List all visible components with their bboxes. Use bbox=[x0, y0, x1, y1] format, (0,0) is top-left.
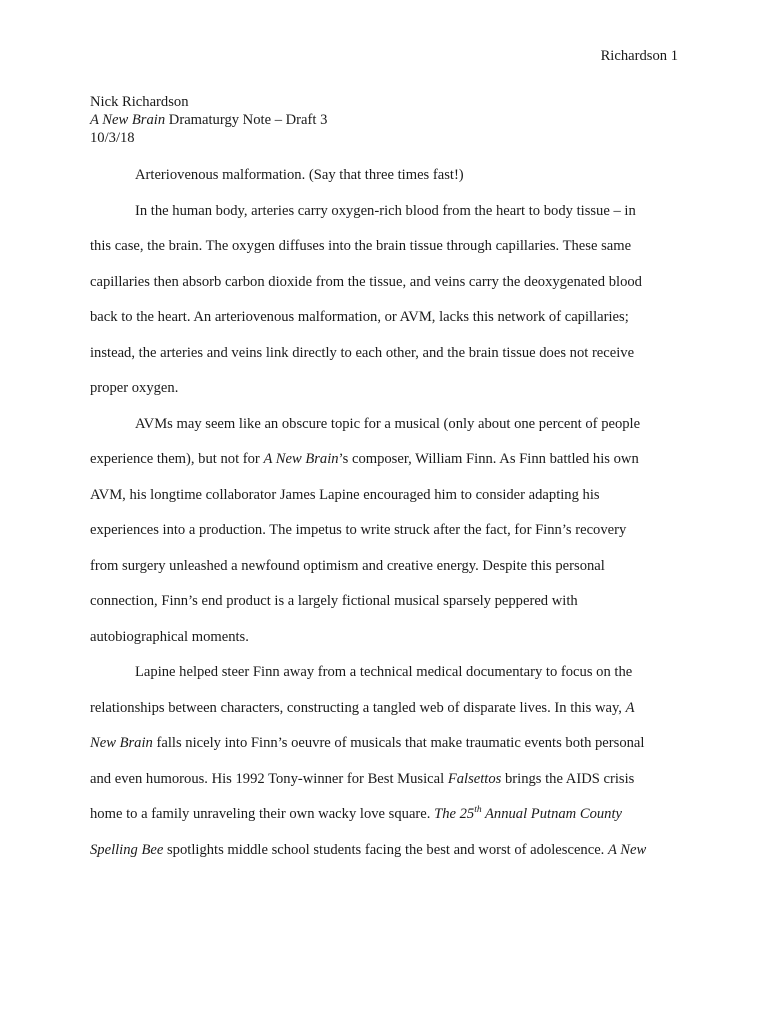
text-run: spotlights middle school students facing the best and worst of adolescence. bbox=[163, 841, 608, 858]
text-run: brings the AIDS crisis bbox=[501, 770, 635, 787]
document-title bbox=[90, 111, 327, 129]
paragraph-4-line bbox=[90, 768, 682, 804]
text-run: falls nicely into Finn’s oeuvre of musicals that make traumatic events both personal bbox=[152, 735, 645, 751]
italic-title: Annual Putnam County bbox=[481, 806, 623, 822]
paragraph-3-line: AVMs may seem like an obscure topic for a musical (only about one percent of people bbox=[135, 415, 641, 432]
italic-title: Falsettos bbox=[447, 770, 502, 787]
document-date: 10/3/18 bbox=[90, 130, 135, 146]
paragraph-4-line bbox=[90, 697, 682, 733]
paragraph-4-line bbox=[90, 839, 682, 875]
paragraph-2-line: instead, the arteries and veins link directly to each other, and the brain tissue does not receive bbox=[90, 344, 635, 361]
italic-title: The 25 bbox=[434, 806, 475, 822]
ordinal-superscript: th bbox=[474, 805, 482, 815]
text-run: relationships between characters, constructing a tangled web of disparate lives. In this way, bbox=[90, 699, 626, 716]
paragraph-4-line: Lapine helped steer Finn away from a technical medical documentary to focus on the bbox=[135, 664, 633, 680]
play-title: A New Brain bbox=[90, 112, 166, 128]
text-run: home to a family unraveling their own wacky love square. bbox=[90, 806, 435, 822]
paragraph-2-line: capillaries then absorb carbon dioxide from the tissue, and veins carry the deoxygenated blood bbox=[90, 273, 642, 290]
text-run: experience them), but not for bbox=[90, 451, 264, 467]
italic-title: A New Brain bbox=[263, 451, 339, 467]
paragraph-1-line: Arteriovenous malformation. (Say that three times fast!) bbox=[135, 167, 464, 183]
italic-title: New Brain bbox=[90, 735, 153, 751]
paragraph-2-line: this case, the brain. The oxygen diffuses into the brain tissue through capillaries. These same bbox=[90, 238, 632, 254]
text-run: and even humorous. His 1992 Tony-winner for Best Musical bbox=[90, 770, 448, 787]
paragraph-4-line bbox=[90, 803, 682, 839]
paragraph-2-line: In the human body, arteries carry oxygen-rich blood from the heart to body tissue – in bbox=[135, 202, 636, 219]
italic-title: Spelling Bee bbox=[90, 841, 164, 858]
italic-title: A bbox=[625, 699, 635, 716]
author-name: Nick Richardson bbox=[90, 94, 189, 110]
italic-title: A New bbox=[607, 841, 647, 858]
running-header: Richardson 1 bbox=[600, 48, 678, 64]
paragraph-3-line: AVM, his longtime collaborator James Lapine encouraged him to consider adapting his bbox=[90, 486, 600, 503]
paragraph-3-line: connection, Finn’s end product is a largely fictional musical sparsely peppered with bbox=[90, 593, 578, 609]
paragraph-3-line: from surgery unleashed a newfound optimism and creative energy. Despite this personal bbox=[90, 557, 605, 574]
paragraph-3-line: experiences into a production. The impetus to write struck after the fact, for Finn’s recovery bbox=[90, 522, 627, 538]
paragraph-3-line: autobiographical moments. bbox=[90, 628, 249, 645]
text-run: ’s composer, William Finn. As Finn battled his own bbox=[338, 451, 639, 467]
paragraph-2-line: back to the heart. An arteriovenous malformation, or AVM, lacks this network of capillaries; bbox=[90, 309, 629, 325]
title-suffix: Dramaturgy Note – Draft 3 bbox=[165, 112, 328, 128]
paragraph-3-line bbox=[90, 448, 682, 484]
paragraph-2-line: proper oxygen. bbox=[90, 380, 179, 396]
paragraph-4-line bbox=[90, 732, 682, 768]
heading-block bbox=[90, 93, 327, 147]
body-text bbox=[90, 164, 682, 874]
